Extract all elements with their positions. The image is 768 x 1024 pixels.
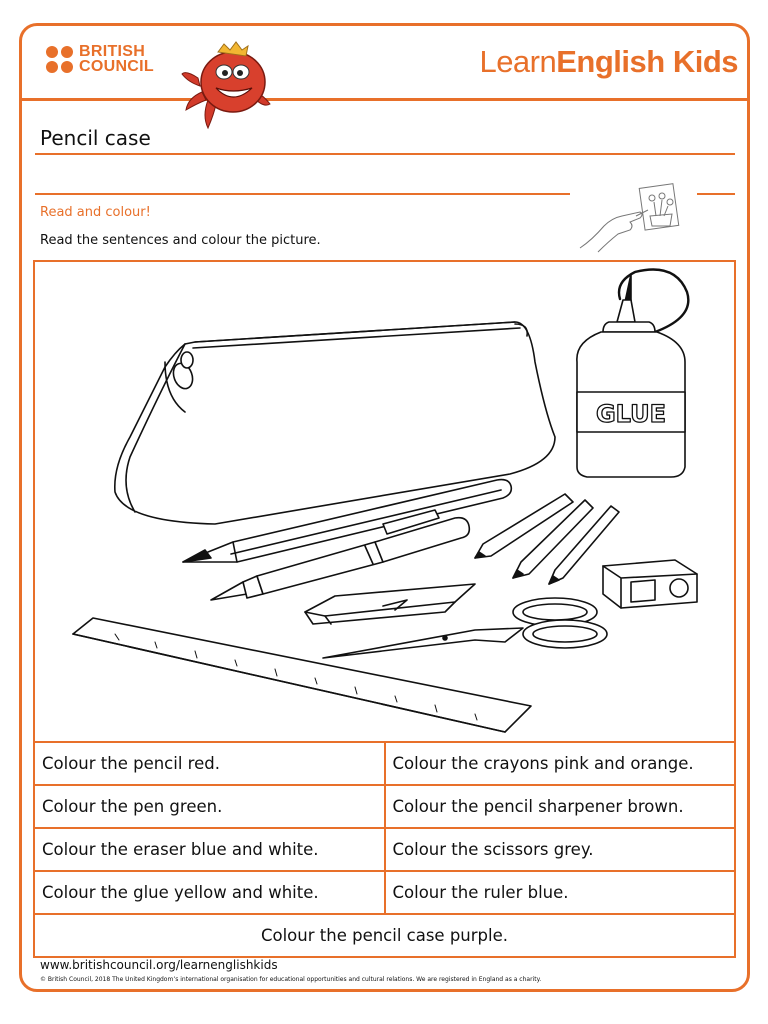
table-row bbox=[34, 914, 735, 957]
table-row bbox=[34, 871, 735, 914]
task-instructions: Read the sentences and colour the picture. bbox=[40, 233, 321, 248]
glue-label: GLUE bbox=[595, 400, 667, 428]
footer-legal: © British Council, 2018 The United Kingdom’s international organisation for educational opportunities and cultural relations. We are registered in England as a charity. bbox=[40, 976, 542, 983]
instruction-sharpener: Colour the pencil sharpener brown. bbox=[385, 785, 736, 828]
brand-line-1: BRITISH bbox=[79, 43, 146, 60]
instruction-divider bbox=[35, 193, 570, 195]
logo-learn: Learn bbox=[479, 44, 557, 79]
hand-colouring-icon bbox=[578, 180, 688, 256]
monster-mascot-icon bbox=[178, 40, 278, 130]
colouring-picture bbox=[33, 260, 736, 743]
glue-bottle-drawing bbox=[577, 270, 688, 478]
instruction-pencil: Colour the pencil red. bbox=[34, 742, 385, 785]
instruction-ruler: Colour the ruler blue. bbox=[385, 871, 736, 914]
logo-english-kids: English Kids bbox=[556, 44, 738, 79]
british-council-logo bbox=[46, 44, 154, 74]
sharpener-drawing bbox=[603, 560, 697, 608]
task-heading: Read and colour! bbox=[40, 205, 151, 220]
table-row bbox=[34, 828, 735, 871]
footer-url[interactable]: www.britishcouncil.org/learnenglishkids bbox=[40, 958, 278, 972]
instruction-eraser: Colour the eraser blue and white. bbox=[34, 828, 385, 871]
instruction-scissors: Colour the scissors grey. bbox=[385, 828, 736, 871]
table-row bbox=[34, 742, 735, 785]
table-row bbox=[34, 785, 735, 828]
instruction-crayons: Colour the crayons pink and orange. bbox=[385, 742, 736, 785]
page-title: Pencil case bbox=[40, 126, 151, 150]
instruction-glue: Colour the glue yellow and white. bbox=[34, 871, 385, 914]
instruction-divider-right bbox=[697, 193, 735, 195]
crayons-drawing bbox=[475, 494, 619, 584]
british-council-dots-icon bbox=[46, 46, 73, 73]
instruction-pencil-case: Colour the pencil case purple. bbox=[34, 914, 735, 957]
eraser-drawing bbox=[305, 584, 475, 624]
title-divider bbox=[35, 153, 735, 155]
header-divider bbox=[19, 98, 750, 101]
learnenglish-kids-logo bbox=[479, 44, 738, 80]
instruction-pen: Colour the pen green. bbox=[34, 785, 385, 828]
instructions-table bbox=[33, 741, 736, 958]
brand-line-2: COUNCIL bbox=[79, 58, 154, 75]
